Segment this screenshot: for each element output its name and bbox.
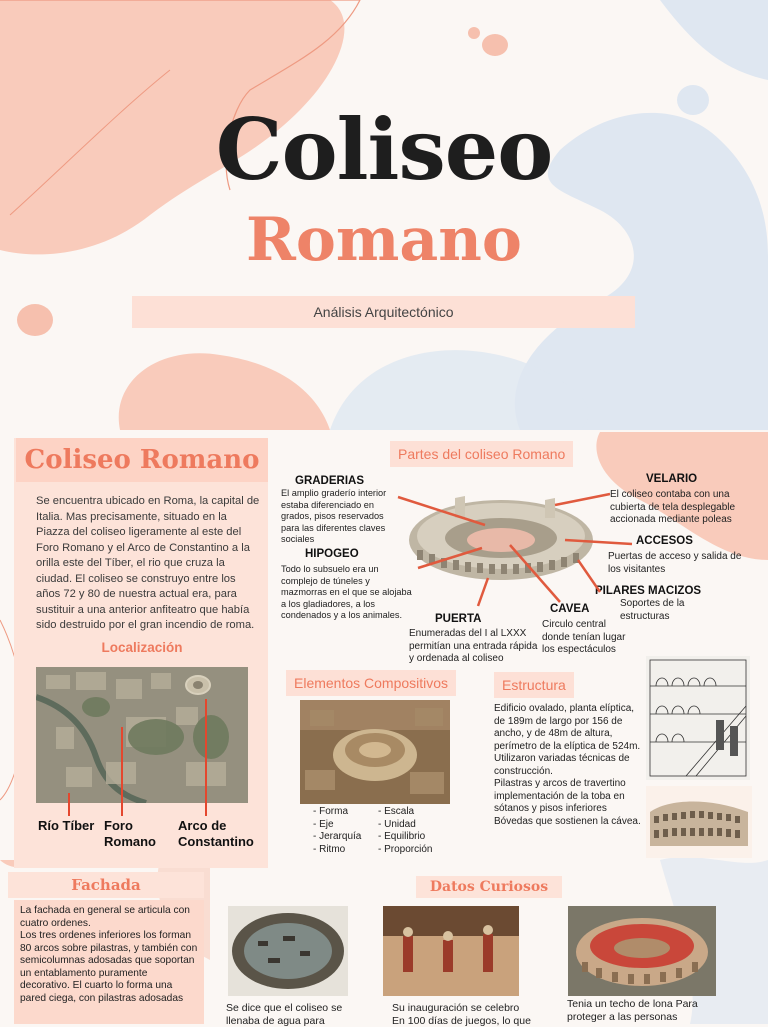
elemento-item: - Proporción	[378, 843, 433, 855]
elemento-item: - Forma	[313, 806, 348, 817]
curioso-text-3: Tenia un techo de lona Para proteger a las personas	[567, 998, 698, 1023]
elemento-item: - Equilibrio	[378, 831, 426, 842]
curioso-photo-1	[228, 906, 348, 996]
map-pointers	[36, 800, 248, 820]
section-heading-coliseo: Coliseo Romano	[16, 438, 268, 482]
elemento-item: - Jerarquía	[313, 831, 362, 842]
elementos-col1	[313, 806, 373, 856]
elemento-item: - Eje	[313, 818, 334, 830]
intro-paragraph: Se encuentra ubicado en Roma, la capital de Italia. Mas precisamente, situado en la Piazza del coliseo ligeramente al este del Foro Romano y el Arco de Constantino a la orilla este del Tíber, el rio que cruza la ciudad. El coliseo se construyo entre los años 72 y 80 de nuestra actual era, para sustituir a una anterior anfiteatro que había sido destruido por el gran incendio de roma.	[36, 495, 260, 631]
partes-heading: Partes del coliseo Romano	[390, 441, 573, 467]
curioso-photo-3	[568, 906, 716, 996]
curioso-photo-2	[383, 906, 519, 996]
elemento-item: - Ritmo	[313, 843, 346, 855]
map-label-arco: Arco de Constantino	[178, 818, 254, 849]
map-label-foro: Foro Romano	[104, 818, 156, 849]
localizacion-heading: Localización	[101, 640, 183, 655]
colosseum-model-photo	[300, 700, 450, 804]
fachada-heading: Fachada	[8, 872, 204, 898]
label-pilares: PILARES MACIZOS	[595, 585, 702, 597]
label-hipogeo: HIPOGEO	[305, 548, 359, 560]
text-velario: El coliseo contaba con una cubierta de tela desplegable accionada mediante poleas	[610, 489, 736, 525]
elemento-item: - Unidad	[378, 818, 416, 830]
label-velario: VELARIO	[646, 473, 698, 485]
curioso-text-1: Se dice que el coliseo se llenaba de agua para	[226, 1002, 343, 1027]
elemento-item: - Escala	[378, 806, 415, 817]
elementos-col2	[378, 806, 448, 856]
text-graderias: El amplio graderío interior estaba diferenciado en grados, pisos reservados para las diferentes claves sociales	[281, 488, 387, 544]
section-drawing	[646, 656, 750, 780]
label-puerta: PUERTA	[435, 613, 482, 625]
text-accesos: Puertas de acceso y salida de los visitantes	[608, 551, 742, 575]
page-title: Coliseo	[215, 100, 553, 199]
curioso-text-2: Su inauguración se celebro En 100 días de juegos, lo que	[392, 1002, 531, 1027]
page-title-secondary: Romano	[246, 205, 522, 275]
text-hipogeo: Todo lo subsuelo era un complejo de túneles y mazmorras en el que se alojaba a los gladiadores, a los condenados y a los animales.	[281, 564, 412, 620]
elementos-heading: Elementos Compositivos	[286, 670, 456, 696]
subtitle: Análisis Arquitectónico	[132, 296, 635, 328]
fachada-text: La fachada en general se articula con cuatro ordenes. Los tres ordenes inferiores los forman 80 arcos sobre pilastras, y también con semicolumnas adosadas que soportan un entablamento puramente decorativo. El cuarto lo forma una pared ciega, con pilastras adosadas	[20, 905, 198, 1004]
label-accesos: ACCESOS	[636, 535, 693, 547]
label-graderias: GRADERIAS	[295, 475, 365, 487]
text-cavea: Circulo central donde tenían lugar los espectáculos	[542, 619, 626, 655]
colosseum-photo	[646, 786, 752, 858]
text-pilares: Soportes de la estructuras	[620, 598, 685, 622]
map-label-tiber: Río Tíber	[38, 818, 95, 833]
estructura-heading: Estructura	[494, 672, 574, 698]
datos-curiosos-heading: Datos Curiosos	[416, 876, 562, 898]
estructura-text: Edificio ovalado, planta elíptica, de 189m de largo por 156 de ancho, y de 48m de altura, perímetro de la elíptica de 524m. Utilizaron variadas técnicas de construcción. Pilastras y arcos de travertino implementación de la toba en sótanos y pisos inferiores Bóvedas que sostienen la cávea.	[494, 703, 641, 827]
text-puerta: Enumeradas del I al LXXX permitían una entrada rápida y ordenada al coliseo	[409, 628, 538, 664]
label-cavea: CAVEA	[550, 603, 590, 615]
